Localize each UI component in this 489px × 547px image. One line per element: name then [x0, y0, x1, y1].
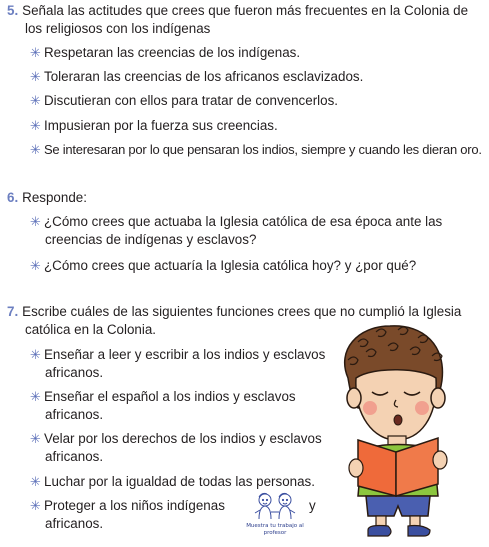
question-5-text-line1: Señala las actitudes que crees que fueron más frecuentes en la Colonia de	[22, 3, 469, 18]
question-7-stem	[7, 303, 461, 321]
q7-option-5: ✳ Proteger a los niños indígenas	[30, 498, 225, 513]
q7-option-1-cont: africanos.	[45, 365, 104, 380]
q7-option-3-cont: africanos.	[45, 449, 104, 464]
question-5-number: 5.	[7, 3, 19, 18]
asterisk-bullet-icon: ✳	[30, 69, 41, 84]
question-7-text-line1: Escribe cuáles de las siguientes funciones crees que no cumplió la Iglesia	[22, 304, 462, 319]
asterisk-bullet-icon: ✳	[30, 142, 41, 157]
q5-option-1: ✳ Respetaran las creencias de los indígenas.	[30, 45, 301, 60]
asterisk-bullet-icon: ✳	[30, 389, 41, 404]
question-7-text-line2: católica en la Colonia.	[25, 322, 157, 337]
q5-option-5: ✳ Se interesaran por lo que pensaran los indios, siempre y cuando les dieran oro.	[30, 142, 482, 157]
question-6-stem	[7, 189, 87, 207]
asterisk-bullet-icon: ✳	[30, 45, 41, 60]
children-badge-icon	[243, 491, 307, 525]
q5-option-2: ✳ Toleraran las creencias de los africanos esclavizados.	[30, 69, 364, 84]
q7-option-1: ✳ Enseñar a leer y escribir a los indios y esclavos	[30, 347, 326, 362]
q7-option-3: ✳ Velar por los derechos de los indios y esclavos	[30, 431, 322, 446]
q7-option-2: ✳ Enseñar el español a los indios y esclavos	[30, 389, 296, 404]
asterisk-bullet-icon: ✳	[30, 93, 41, 108]
asterisk-bullet-icon: ✳	[30, 347, 41, 362]
asterisk-bullet-icon: ✳	[30, 498, 41, 513]
boy-reading-book-illustration	[318, 320, 478, 542]
q7-option-4: ✳ Luchar por la igualdad de todas las personas.	[30, 474, 315, 489]
question-6-text: Responde:	[22, 190, 87, 205]
boy-reading-icon	[318, 320, 478, 542]
badge-caption: Muestra tu trabajo al profesor	[246, 523, 304, 536]
asterisk-bullet-icon: ✳	[30, 258, 41, 273]
question-5-stem	[7, 2, 468, 20]
question-7-number: 7.	[7, 304, 19, 319]
question-6-number: 6.	[7, 190, 19, 205]
asterisk-bullet-icon: ✳	[30, 118, 41, 133]
q6-option-1-cont: creencias de indígenas y esclavos?	[45, 232, 257, 247]
question-5-text-line2: los religiosos con los indígenas	[25, 21, 211, 36]
q7-option-5-y: y	[309, 498, 316, 513]
q6-option-1: ✳ ¿Cómo crees que actuaba la Iglesia católica de esa época ante las	[30, 214, 443, 229]
asterisk-bullet-icon: ✳	[30, 214, 41, 229]
asterisk-bullet-icon: ✳	[30, 431, 41, 446]
q5-option-3: ✳ Discutieran con ellos para tratar de convencerlos.	[30, 93, 338, 108]
show-work-badge	[243, 491, 307, 543]
asterisk-bullet-icon: ✳	[30, 474, 41, 489]
q5-option-4: ✳ Impusieran por la fuerza sus creencias.	[30, 118, 278, 133]
q6-option-2: ✳ ¿Cómo crees que actuaría la Iglesia católica hoy? y ¿por qué?	[30, 258, 417, 273]
q7-option-2-cont: africanos.	[45, 407, 104, 422]
q7-option-5-cont: africanos.	[45, 516, 104, 531]
